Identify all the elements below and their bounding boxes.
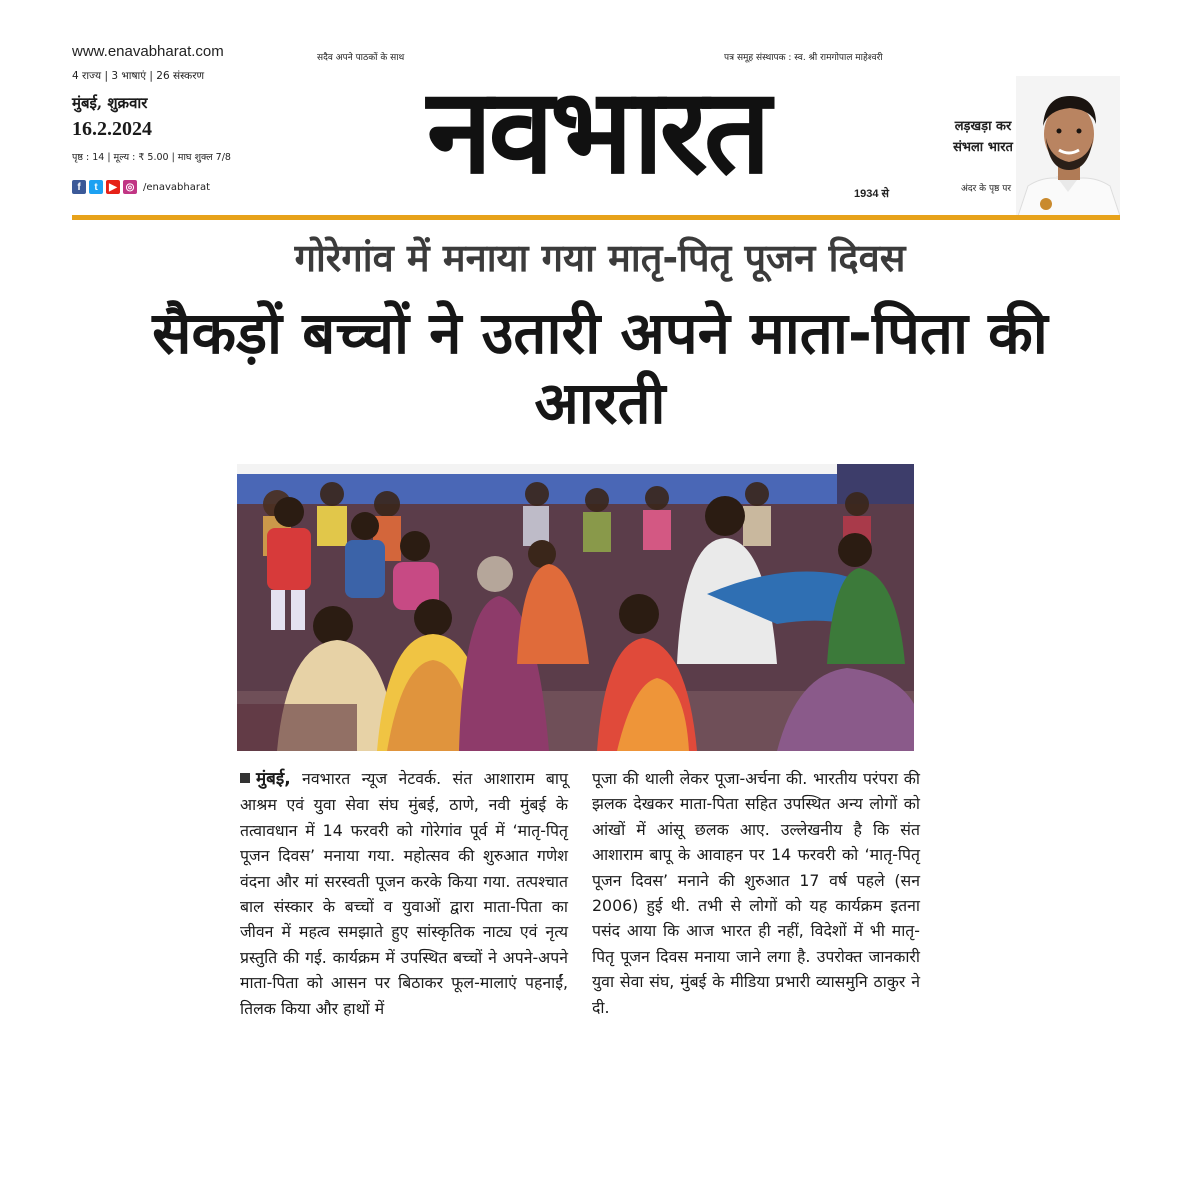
event-photo xyxy=(237,464,914,751)
website-link[interactable]: www.enavabharat.com xyxy=(72,43,224,60)
article-body-column-2 xyxy=(592,766,920,1020)
youtube-icon[interactable]: ▶ xyxy=(106,180,120,194)
masthead-left-info xyxy=(72,43,272,194)
facebook-icon[interactable]: f xyxy=(72,180,86,194)
article-body-text-2: पूजा की थाली लेकर पूजा-अर्चना की. भारतीय परंपरा की झलक देखकर माता-पिता सहित उपस्थित अन्य लोगों को आंखों में आंसू छलक आए. उल्लेखनीय है कि संत आशाराम बापू के आवाहन पर 14 फरवरी को ‘मातृ-पितृ पूजन दिवस’ मनाने की शुरुआत 17 वर्ष पहले (सन 2006) हुई थी. तभी से लोगों को यह कार्यक्रम इतना पसंद आया कि आज भारत ही नहीं, विदेशों में भी मातृ-पितृ पूजन दिवस मनाया जाने लगा है. उपरोक्त जानकारी युवा सेवा संघ, मुंबई के मीडिया प्रभारी व्यासमुनि ठाकुर ने दी. xyxy=(592,769,920,1017)
page-meta: पृष्ठ : 14 | मूल्य : ₹ 5.00 | माघ शुक्ल 7/8 xyxy=(72,152,231,163)
founding-year: 1934 से xyxy=(854,188,889,200)
masthead-divider xyxy=(72,215,1120,220)
edition-info: 4 राज्य | 3 भाषाएं | 26 संस्करण xyxy=(72,70,205,82)
city-day: मुंबई, शुक्रवार xyxy=(72,94,148,112)
article-dateline: मुंबई, xyxy=(256,769,291,789)
teaser-portrait-photo xyxy=(1016,76,1120,216)
article-headline: सैकड़ों बच्चों ने उतारी अपने माता-पिता की आरती xyxy=(152,299,1048,437)
instagram-icon[interactable]: ◎ xyxy=(123,180,137,194)
brand-tagline: सदैव अपने पाठकों के साथ xyxy=(317,53,405,63)
masthead xyxy=(72,38,1120,216)
inside-teaser-note: अंदर के पृष्ठ पर xyxy=(960,184,1012,194)
article-body-column-1 xyxy=(240,766,568,1021)
twitter-icon[interactable]: t xyxy=(89,180,103,194)
bullet-icon xyxy=(240,773,250,783)
article-kicker: गोरेगांव में मनाया गया मातृ-पितृ पूजन दिवस xyxy=(294,236,906,280)
issue-date: 16.2.2024 xyxy=(72,118,152,140)
inside-teaser-headline[interactable]: लड़खड़ा कर संभला भारत xyxy=(953,119,1013,155)
newspaper-logo: नवभारत xyxy=(426,62,768,200)
social-handle[interactable]: /enavabharat xyxy=(143,181,211,193)
social-links xyxy=(72,180,272,194)
brand-founder: पत्र समूह संस्थापक : स्व. श्री रामगोपाल माहेश्वरी xyxy=(724,53,883,63)
article-body-text-1: नवभारत न्यूज नेटवर्क. संत आशाराम बापू आश्रम एवं युवा सेवा संघ मुंबई, ठाणे, नवी मुंबई के तत्वावधान में 14 फरवरी को गोरेगांव पूर्व में ‘मातृ-पितृ पूजन दिवस’ मनाया गया. महोत्सव की शुरुआत गणेश वंदना और मां सरस्वती पूजन करके किया गया. तत्पश्चात बाल संस्कार के बच्चों व युवाओं द्वारा माता-पिता का जीवन में महत्व समझाते हुए सांस्कृतिक नाट्य एवं नृत्य प्रस्तुति की गई. कार्यक्रम में उपस्थित बच्चों ने अपने-अपने माता-पिता को आसन पर बिठाकर फूल-मालाएं पहनाईं, तिलक किया और हाथों में xyxy=(240,769,568,1018)
